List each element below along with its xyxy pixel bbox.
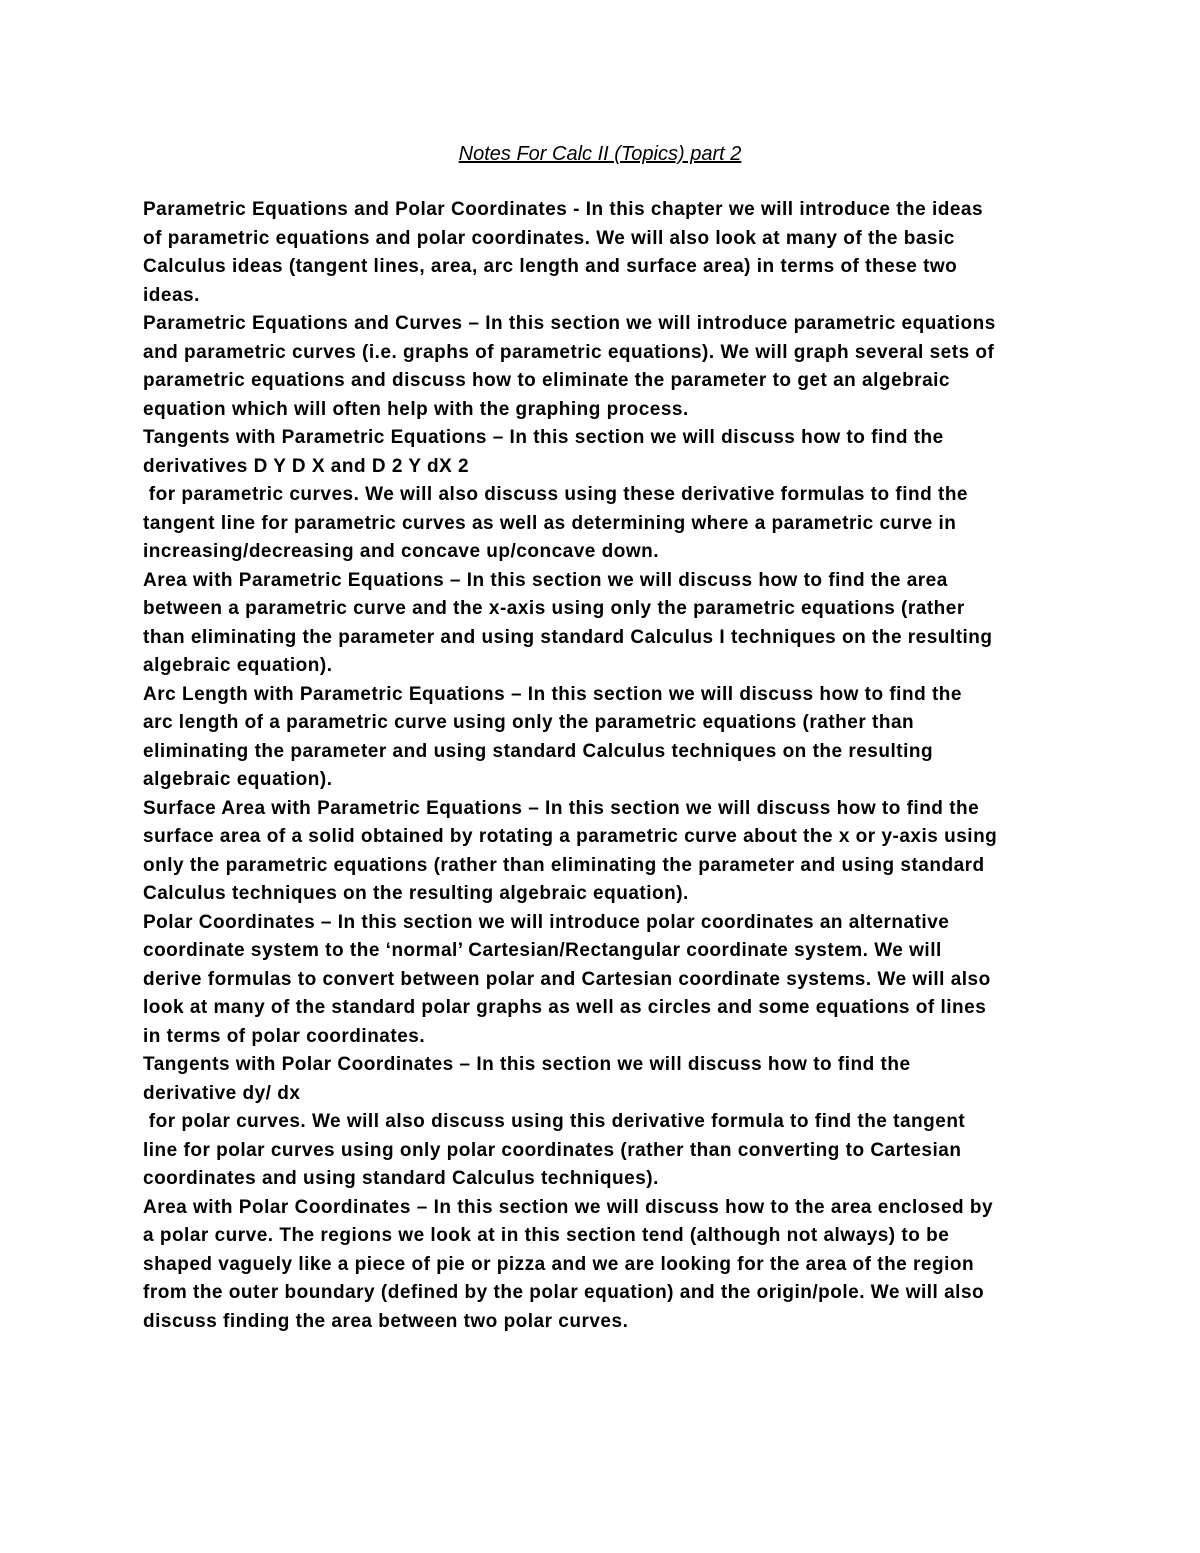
text-line: Parametric Equations and Polar Coordinates - In this chapter we will introduce the ideas [143,199,984,220]
text-line: Tangents with Polar Coordinates – In this section we will discuss how to find the [143,1054,911,1075]
text-line: eliminating the parameter and using standard Calculus techniques on the resulting [143,740,934,762]
text-line: for polar curves. We will also discuss using this derivative formula to find the tangent [143,1111,966,1132]
document-title: Notes For Calc II (Topics) part 2 [458,143,742,165]
text-line: coordinates and using standard Calculus techniques). [143,1168,659,1189]
text-line: Calculus techniques on the resulting algebraic equation). [143,883,689,904]
text-line: derivatives D Y D X and D 2 Y dX 2 [143,455,470,477]
text-line: than eliminating the parameter and using standard Calculus I techniques on the resulting [143,626,993,648]
text-line: Parametric Equations and Curves – In this section we will introduce parametric equations [143,313,996,334]
text-line: algebraic equation). [143,655,333,676]
text-line: equation which will often help with the graphing process. [143,398,689,420]
text-line: derivative dy/ dx [143,1082,301,1104]
text-line: and parametric curves (i.e. graphs of parametric equations). We will graph several sets of [143,341,995,363]
text-line: Polar Coordinates – In this section we will introduce polar coordinates an alternative [143,911,950,933]
text-line: Surface Area with Parametric Equations – In this section we will discuss how to find the [143,797,980,819]
text-line: for parametric curves. We will also discuss using these derivative formulas to find the [143,484,968,505]
text-line: Calculus ideas (tangent lines, area, arc length and surface area) in terms of these two [143,256,958,277]
text-line: surface area of a solid obtained by rotating a parametric curve about the x or y-axis using [143,826,998,847]
text-line: parametric equations and discuss how to eliminate the parameter to get an algebraic [143,370,950,391]
text-line: Arc Length with Parametric Equations – In this section we will discuss how to find the [143,683,962,705]
text-line: a polar curve. The regions we look at in this section tend (although not always) to be [143,1225,950,1246]
text-line: of parametric equations and polar coordinates. We will also look at many of the basic [143,227,955,249]
text-line: tangent line for parametric curves as well as determining where a parametric curve in [143,512,957,534]
text-line: derive formulas to convert between polar and Cartesian coordinate systems. We will also [143,968,991,990]
text-line: Tangents with Parametric Equations – In this section we will discuss how to find the [143,427,944,448]
text-line: only the parametric equations (rather than eliminating the parameter and using standard [143,854,985,876]
text-line: discuss finding the area between two polar curves. [143,1310,629,1332]
text-line: ideas. [143,284,200,306]
text-line: between a parametric curve and the x-axis using only the parametric equations (rather [143,598,965,619]
text-line: line for polar curves using only polar coordinates (rather than converting to Cartesian [143,1139,962,1161]
text-line: increasing/decreasing and concave up/concave down. [143,541,659,562]
text-line: in terms of polar coordinates. [143,1025,426,1047]
text-line: Area with Polar Coordinates – In this section we will discuss how to the area enclosed by [143,1196,994,1218]
text-line: algebraic equation). [143,769,333,790]
text-line: arc length of a parametric curve using only the parametric equations (rather than [143,712,915,733]
text-line: Area with Parametric Equations – In this section we will discuss how to find the area [143,569,948,591]
text-line: from the outer boundary (defined by the polar equation) and the origin/pole. We will also [143,1282,985,1303]
text-line: shaped vaguely like a piece of pie or pizza and we are looking for the area of the region [143,1253,975,1275]
text-line: coordinate system to the ‘normal’ Cartesian/Rectangular coordinate system. We will [143,940,942,961]
text-line: look at many of the standard polar graphs as well as circles and some equations of lines [143,997,987,1018]
document-body [143,196,1073,1336]
